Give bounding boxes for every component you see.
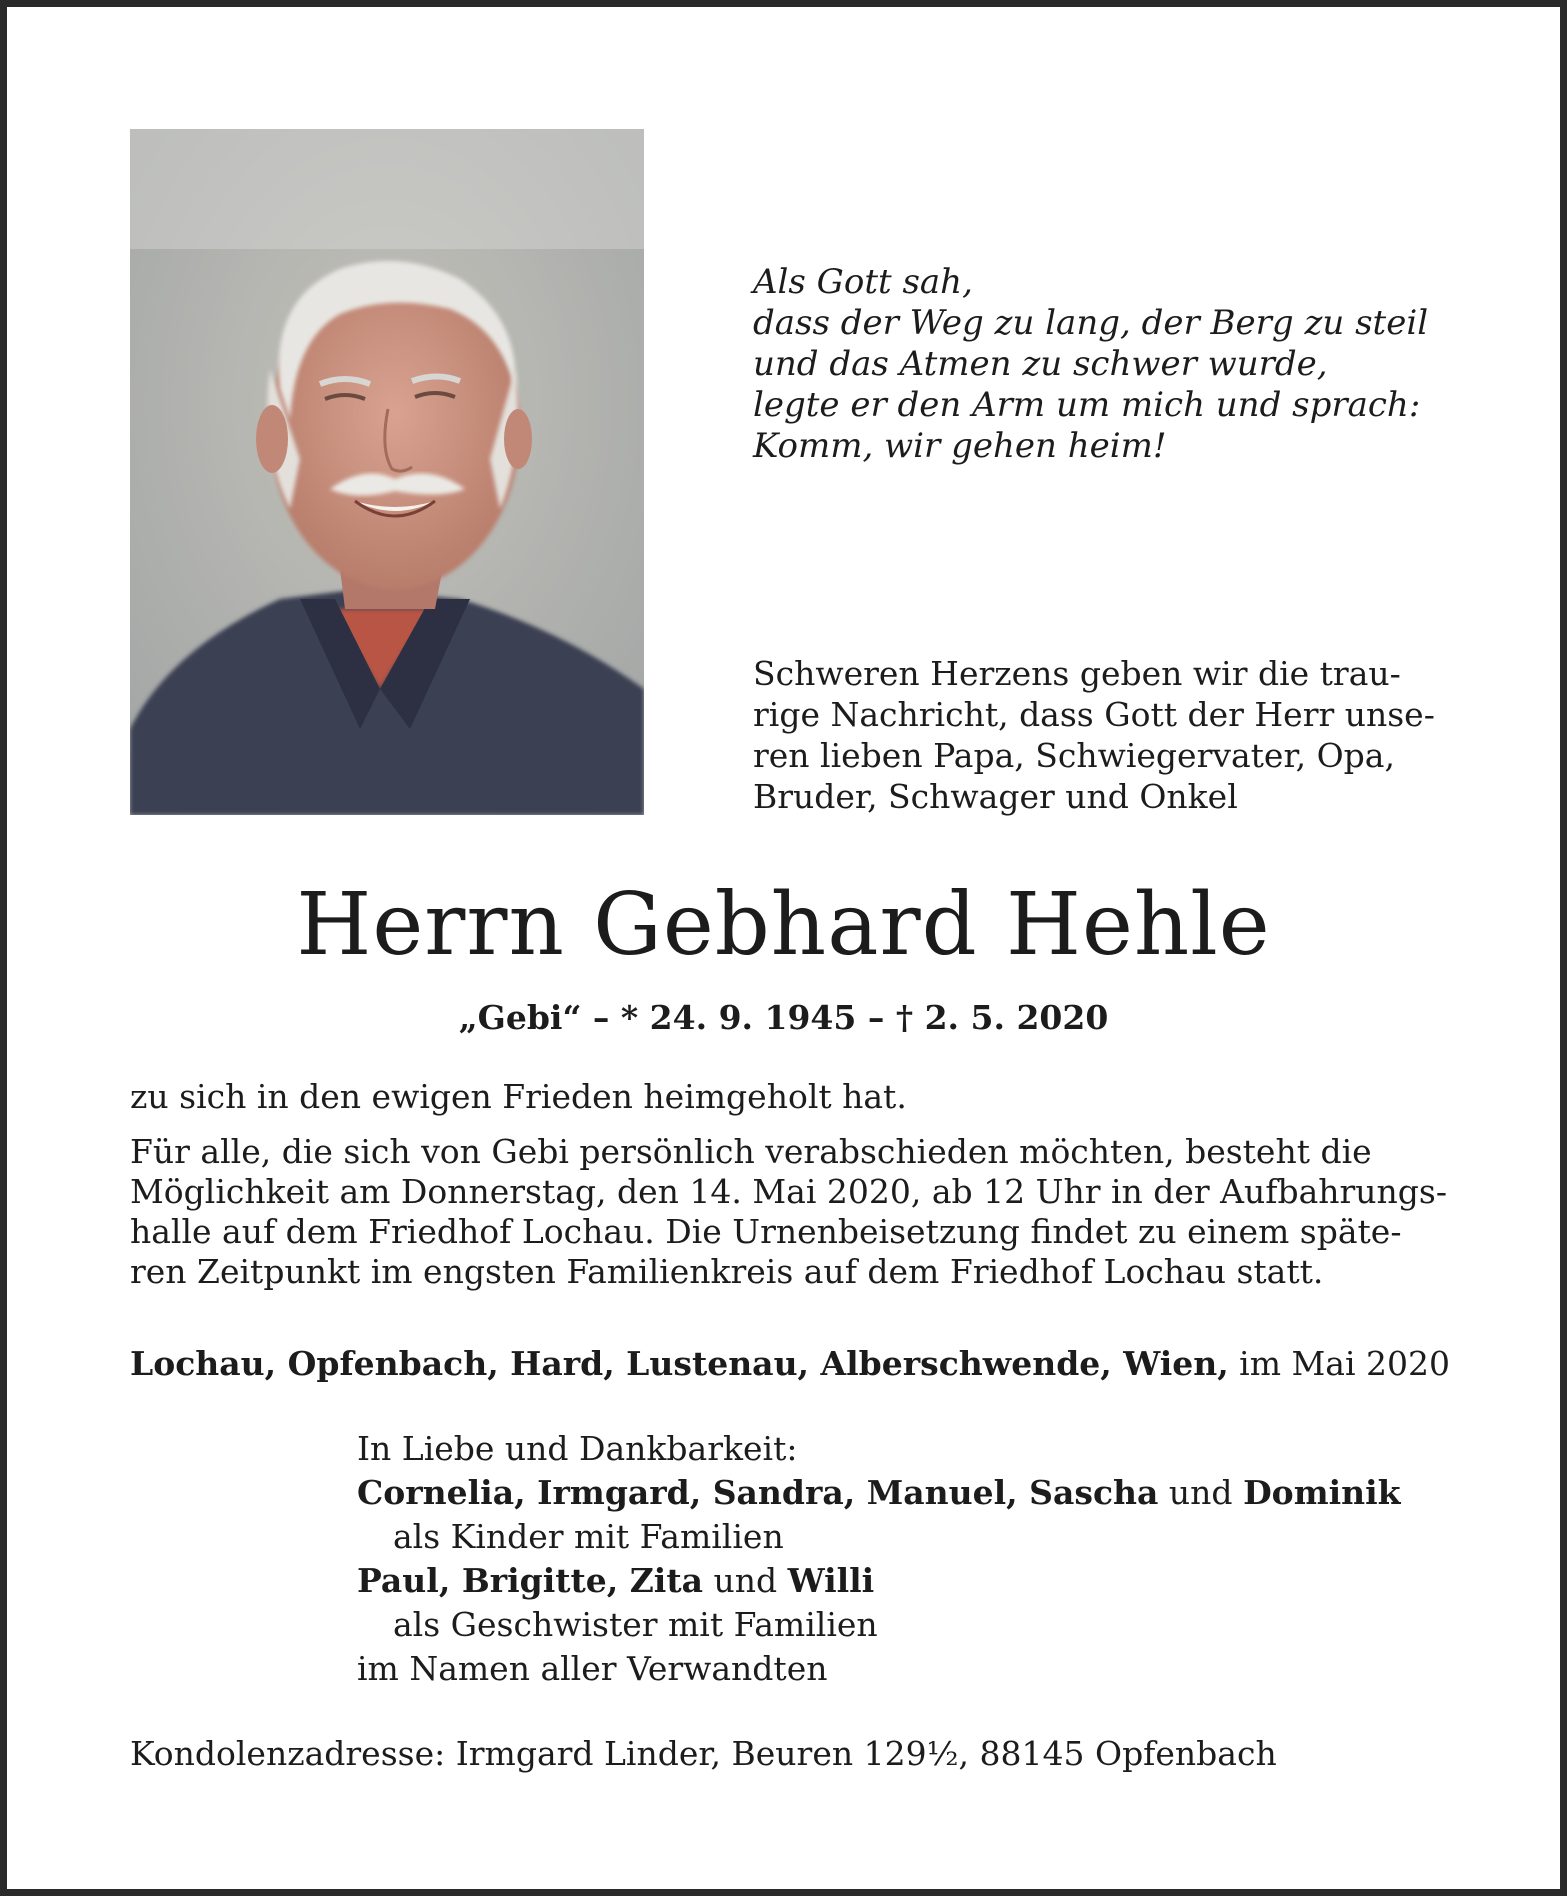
body-line: Möglichkeit am Donnerstag, den 14. Mai 2020, ab 12 Uhr in der Aufbahrungs- [130, 1172, 1448, 1211]
intro-text [753, 653, 1443, 817]
poem [753, 262, 1453, 467]
children-names-bold: Cornelia, Irmgard, Sandra, Manuel, Sascha [357, 1473, 1159, 1512]
portrait-photo-icon [130, 129, 644, 815]
deceased-dates: „Gebi“ – * 24. 9. 1945 – † 2. 5. 2020 [458, 998, 1109, 1037]
signers-block [357, 1427, 1457, 1691]
body-line: zu sich in den ewigen Frieden heimgeholt hat. [130, 1077, 907, 1116]
intro-line: Schweren Herzens geben wir die trau- [753, 654, 1401, 693]
body-line: halle auf dem Friedhof Lochau. Die Urnenbeisetzung findet zu einem späte- [130, 1212, 1402, 1251]
kondolenz-address: Kondolenzadresse: Irmgard Linder, Beuren 129½, 88145 Opfenbach [130, 1734, 1277, 1773]
poem-line: legte er den Arm um mich und sprach: [753, 385, 1421, 425]
body-paragraph [130, 1132, 1450, 1292]
poem-line: Komm, wir gehen heim! [753, 426, 1167, 466]
deceased-name: Herrn Gebhard Hehle [296, 875, 1271, 975]
body-first-line [130, 1077, 1450, 1117]
children-role: als Kinder mit Familien [393, 1517, 784, 1556]
obituary-page [7, 7, 1560, 1889]
siblings-names [357, 1559, 1457, 1603]
intro-line: Bruder, Schwager und Onkel [753, 777, 1238, 816]
siblings-last: Willi [787, 1561, 875, 1600]
siblings-role: als Geschwister mit Familien [393, 1605, 878, 1644]
body-line: Für alle, die sich von Gebi persönlich verabschieden möchten, besteht die [130, 1132, 1372, 1171]
intro-line: ren lieben Papa, Schwiegervater, Opa, [753, 736, 1395, 775]
siblings-und: und [713, 1561, 778, 1600]
poem-line: Als Gott sah, [753, 262, 973, 302]
siblings-names-bold: Paul, Brigitte, Zita [357, 1561, 703, 1600]
children-names [357, 1471, 1457, 1515]
children-und: und [1168, 1473, 1233, 1512]
intro-line: rige Nachricht, dass Gott der Herr unse- [753, 695, 1435, 734]
body-line: ren Zeitpunkt im engsten Familienkreis auf dem Friedhof Lochau statt. [130, 1252, 1324, 1291]
poem-line: dass der Weg zu lang, der Berg zu steil [753, 303, 1429, 343]
signers-closing: im Namen aller Verwandten [357, 1649, 828, 1688]
places-names: Lochau, Opfenbach, Hard, Lustenau, Alberschwende, Wien, [130, 1344, 1229, 1383]
children-last: Dominik [1243, 1473, 1401, 1512]
signers-heading: In Liebe und Dankbarkeit: [357, 1429, 798, 1468]
poem-line: und das Atmen zu schwer wurde, [753, 344, 1328, 384]
portrait-photo [130, 129, 644, 815]
places-line [130, 1343, 1450, 1385]
places-date: im Mai 2020 [1239, 1344, 1450, 1383]
